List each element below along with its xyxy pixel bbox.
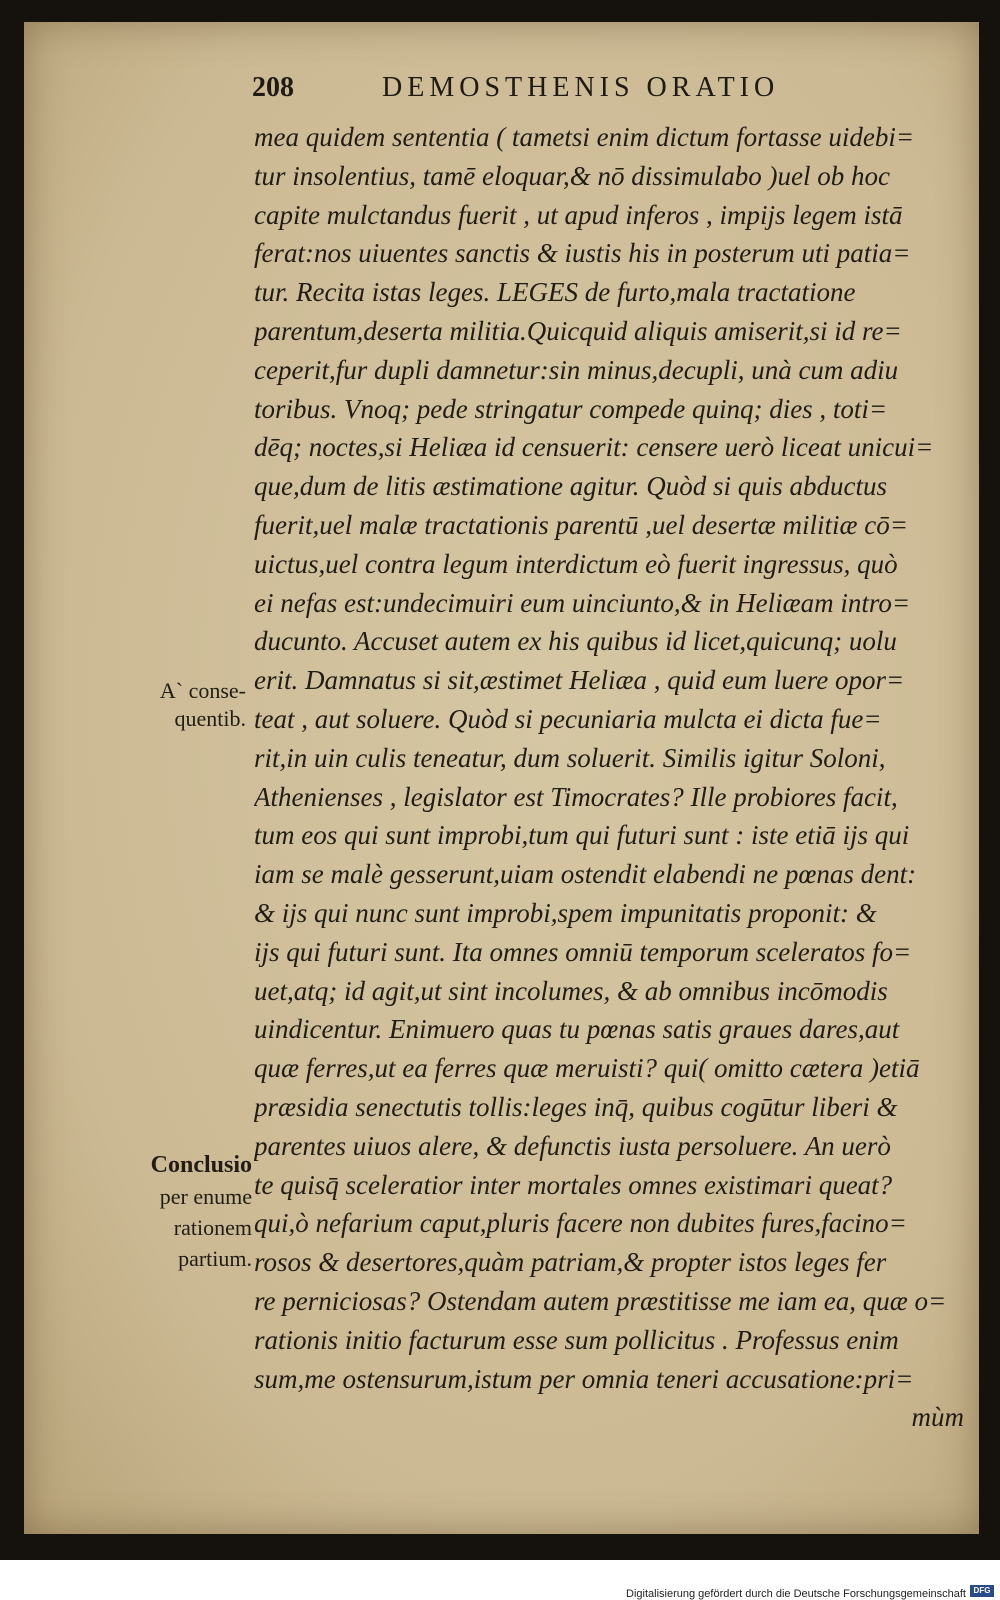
text-line: sum,me ostensurum,istum per omnia teneri accusatione:pri= [254,1363,914,1394]
text-line: capite mulctandus fuerit , ut apud inferos , impijs legem istā [254,199,903,230]
text-line: præsidia senectutis tollis:leges inq̄, quibus cogūtur liberi & [254,1091,898,1122]
text-line: rit,in uin culis teneatur, dum soluerit. Similis igitur Soloni, [254,742,886,773]
text-line: & ijs qui nunc sunt improbi,spem impunitatis proponit: & [254,897,877,928]
text-line: ferat:nos uiuentes sanctis & iustis his in posterum uti patia= [254,238,911,269]
book-page [24,22,979,1534]
text-line: re perniciosas? Ostendam autem præstitisse me iam ea, quæ o= [254,1285,947,1316]
text-line: uet,atq; id agit,ut sint incolumes, & ab omnibus incōmodis [254,975,888,1006]
text-line: uindicentur. Enimuero quas tu pœnas satis graues dares,aut [254,1014,900,1045]
text-line: iam se malè gesserunt,uiam ostendit elabendi ne pœnas dent: [254,859,917,890]
body-text [254,118,964,1437]
text-line: ei nefas est:undecimuiri eum uinciunto,& in Heliæam intro= [254,587,911,618]
text-line: dēq; noctes,si Heliæa id censuerit: censere uerò liceat unicui= [254,432,934,463]
page-header [252,72,952,112]
running-title: DEMOSTHENIS ORATIO [382,72,780,103]
text-line: parentes uiuos alere, & defunctis iusta persoluere. An uerò [254,1130,891,1161]
margin-note-line: per enume [159,1184,252,1209]
text-line: quæ ferres,ut ea ferres quæ meruisti? qui( omitto cætera )etiā [254,1053,920,1084]
text-line: rationis initio facturum esse sum pollicitus . Professus enim [254,1324,899,1355]
text-line: que,dum de litis æstimatione agitur. Quòd si quis abductus [254,471,888,502]
margin-note-line: partium. [178,1246,252,1271]
margin-note-line: Conclusio [150,1152,252,1178]
text-line: rosos & desertores,quàm patriam,& propter istos leges fer [254,1247,887,1278]
margin-note-consequentibus [114,677,246,733]
text-line: fuerit,uel malæ tractationis parentū ,uel desertæ militiæ cō= [254,509,908,540]
text-line: teat , aut soluere. Quòd si pecuniaria mulcta ei dicta fue= [254,703,882,734]
text-line: parentum,deserta militia.Quicquid aliquis amiserit,si id re= [254,315,902,346]
text-line: erit. Damnatus si sit,æstimet Heliæa , quid eum luere opor= [254,665,905,696]
dfg-logo-icon: DFG [970,1585,994,1597]
text-line: te quisq̄ sceleratior inter mortales omnes existimari queat? [254,1169,893,1200]
text-line: mea quidem sententia ( tametsi enim dictum fortasse uidebi= [254,122,915,152]
text-line: ijs qui futuri sunt. Ita omnes omniū temporum sceleratos fo= [254,936,912,967]
margin-note-conclusio [104,1150,252,1274]
text-line: tur. Recita istas leges. LEGES de furto,mala tractatione [254,277,856,308]
page-number: 208 [252,72,294,103]
text-line: ceperit,fur dupli damnetur:sin minus,decupli, unà cum adiu [254,354,899,385]
text-line: toribus. Vnoq; pede stringatur compede quinq; dies , toti= [254,393,888,424]
text-line: qui,ò nefarium caput,pluris facere non dubites fures,facino= [254,1208,907,1239]
text-line: tur insolentius, tamē eloquar,& nō dissimulabo )uel ob hoc [254,160,890,191]
margin-note-line: quentib. [174,706,246,731]
text-line: tum eos qui sunt improbi,tum qui futuri sunt : iste etiā ijs qui [254,820,910,851]
catchword: mùm [911,1402,964,1433]
text-line: uictus,uel contra legum interdictum eò fuerit ingressus, quò [254,548,898,579]
margin-note-line: rationem [173,1215,252,1240]
margin-note-line: A` conse- [159,678,246,703]
funding-credit: Digitalisierung gefördert durch die Deutsche Forschungsgemeinschaft [626,1588,966,1600]
text-line: Athenienses , legislator est Timocrates? Ille probiores facit, [254,781,898,812]
text-line: ducunto. Accuset autem ex his quibus id licet,quicunq; uolu [254,626,897,657]
